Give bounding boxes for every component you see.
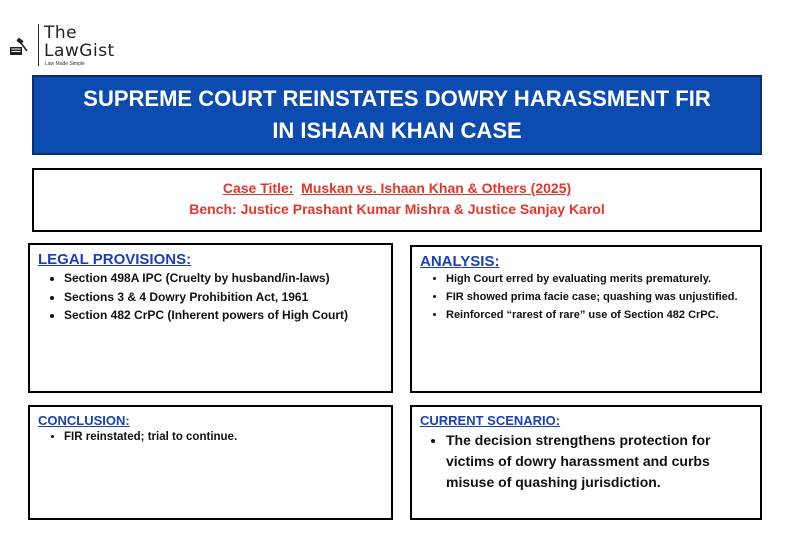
current-scenario-heading: CURRENT SCENARIO: [420,413,561,428]
legal-provisions-panel [28,243,393,393]
list-item: • FIR showed prima facie case; quashing was unjustified. [446,290,760,305]
conclusion-panel [28,405,393,520]
logo-wordmark-line2: LawGist [44,41,115,61]
list-item: • Reinforced “rarest of rare” use of Section 482 CrPC. [446,308,760,323]
case-title-line [34,178,760,199]
case-title-value: Muskan vs. Ishaan Khan & Others (2025) [301,180,572,196]
lawgist-logo [8,22,138,70]
logo-tagline: Law Made Simple [45,61,85,67]
current-scenario-panel [410,405,762,520]
conclusion-heading: CONCLUSION: [38,413,130,428]
page-title: SUPREME COURT REINSTATES DOWRY HARASSMENT FIR IN ISHAAN KHAN CASE [83,86,711,143]
list-item: • High Court erred by evaluating merits prematurely. [446,272,760,287]
list-item: • Section 482 CrPC (Inherent powers of High Court) [64,307,391,324]
case-title-label: Case Title: [222,180,294,196]
list-item: • Section 498A IPC (Cruelty by husband/in-laws) [64,270,391,287]
conclusion-list [30,430,391,445]
case-bench: Bench: Justice Prashant Kumar Mishra & Justice Sanjay Karol [189,201,605,217]
list-item: • The decision strengthens protection for victims of dowry harassment and curbs misuse of quashing jurisdiction. [446,430,760,493]
analysis-list [412,272,760,323]
list-item: • Sections 3 & 4 Dowry Prohibition Act, 1961 [64,289,391,306]
title-banner [32,75,762,155]
logo-divider [38,24,39,66]
list-item: • FIR reinstated; trial to continue. [64,430,391,445]
case-info-box [32,168,762,232]
analysis-panel [410,245,762,393]
gavel-book-icon [8,36,30,58]
logo-wordmark-line1: The [44,23,78,43]
legal-provisions-heading: LEGAL PROVISIONS: [38,251,192,268]
analysis-heading: ANALYSIS: [420,253,500,270]
legal-provisions-list [30,270,391,324]
current-scenario-list [412,430,760,493]
